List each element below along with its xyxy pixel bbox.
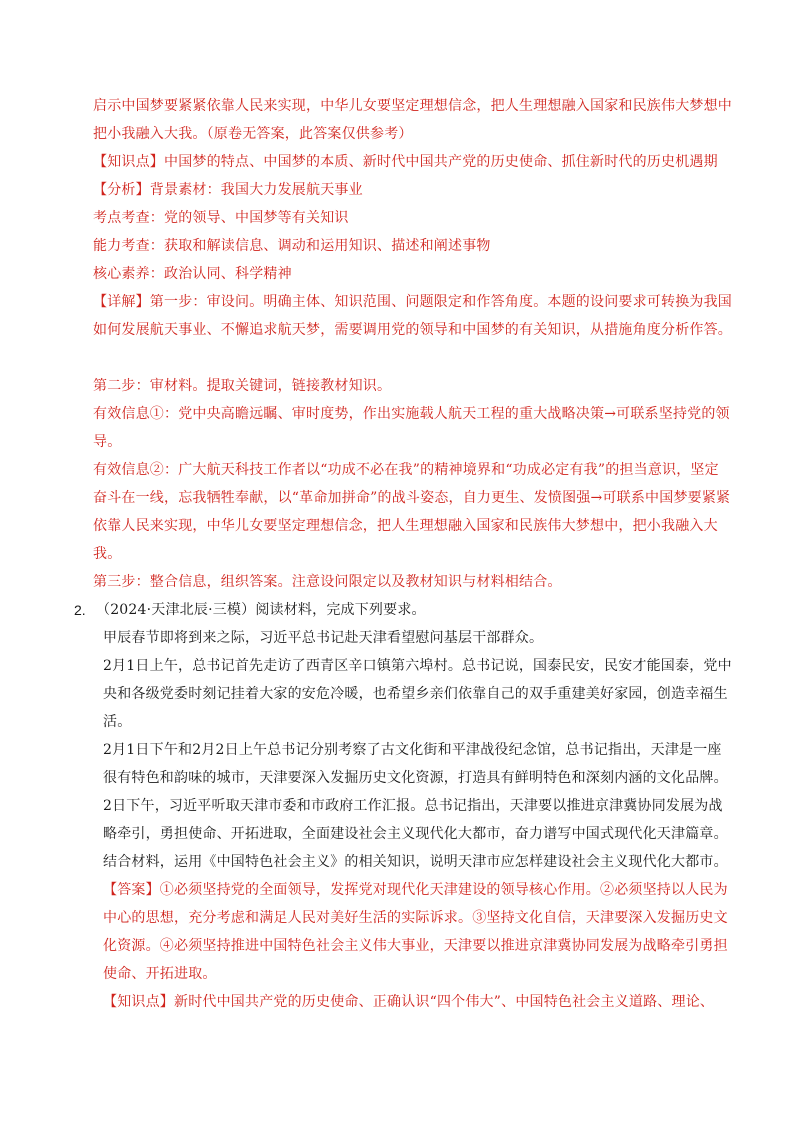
material-paragraph: 甲辰春节即将到来之际，习近平总书记赴天津看望慰问基层干部群众。 [103,630,544,646]
knowledge-points: 【知识点】中国梦的特点、中国梦的本质、新时代中国共产党的历史使命、抓住新时代的历史机遇期 [93,154,718,170]
question-prompt: 结合材料，运用《中国特色社会主义》的相关知识，说明天津市应怎样建设社会主义现代化大都市。 [103,854,728,870]
material-paragraph: 2月1日下午和2月2日上午总书记分别考察了古文化街和平津战役纪念馆，总书记指出，天津是一座很有特色和韵味的城市，天津要深入发掘历史文化资源，打造具有鲜明特色和深刻内涵的文化品牌。 [103,742,728,786]
question-number: 2. [74,602,86,618]
analysis-ability: 能力考查：获取和解读信息、调动和运用知识、描述和阐述事物 [93,238,491,254]
effective-info-one: 有效信息①：党中央高瞻远瞩、审时度势，作出实施载人航天工程的重大战略决策→可联系坚持党的领导。 [93,406,730,450]
analysis-exam-points: 考点考查：党的领导、中国梦等有关知识 [93,210,349,226]
explanation-step-two: 第二步：审材料。提取关键词，链接教材知识。 [93,378,392,394]
answer-block: 【答案】①必须坚持党的全面领导，发挥党对现代化天津建设的领导核心作用。②必须坚持以人民为中心的思想，充分考虑和满足人民对美好生活的实际诉求。③坚持文化自信，天津要深入发掘历史文化资源。④必须坚持推进中国特色社会主义伟大事业，天津要以推进京津冀协同发展为战略牵引勇担使命、开拓进取。 [103,882,728,982]
analysis-literacy: 核心素养：政治认同、科学精神 [93,266,292,282]
knowledge-points-q2: 【知识点】新时代中国共产党的历史使命、正确认识“四个伟大”、中国特色社会主义道路、理论、 [103,994,715,1010]
material-paragraph: 2日下午，习近平听取天津市委和市政府工作汇报。总书记指出，天津要以推进京津冀协同发展为战略牵引，勇担使命、开拓进取，全面建设社会主义现代化大都市，奋力谱写中国式现代化天津篇章。 [103,798,728,842]
explanation-step-one: 【详解】第一步：审设问。明确主体、知识范围、问题限定和作答角度。本题的设问要求可转换为我国如何发展航天事业、不懈追求航天梦，需要调用党的领导和中国梦的有关知识，从措施角度分析作答。 [93,294,732,338]
material-paragraph: 2月1日上午，总书记首先走访了西青区辛口镇第六埠村。总书记说，国泰民安，民安才能国泰，党中央和各级党委时刻记挂着大家的安危冷暖，也希望乡亲们依靠自己的双手重建美好家园，创造幸福生活。 [103,658,732,730]
effective-info-two: 有效信息②：广大航天科技工作者以“功成不必在我”的精神境界和“功成必定有我”的担当意识，坚定奋斗在一线，忘我牺牲奉献，以“革命加拼命”的战斗姿态，自力更生、发愤图强→可联系中国梦要紧紧依靠人民来实现，中华儿女要坚定理想信念，把人生理想融入国家和民族伟大梦想中，把小我融入大我。 [93,462,731,562]
question-source: （2024·天津北辰·三模）阅读材料，完成下列要求。 [96,602,426,618]
explanation-step-three: 第三步：整合信息，组织答案。注意设问限定以及教材知识与材料相结合。 [93,574,562,590]
analysis-background: 【分析】背景素材：我国大力发展航天事业 [93,182,363,198]
answer-continuation: 启示中国梦要紧紧依靠人民来实现，中华儿女要坚定理想信念，把人生理想融入国家和民族伟大梦想中把小我融入大我。（原卷无答案，此答案仅供参考） [93,98,732,142]
